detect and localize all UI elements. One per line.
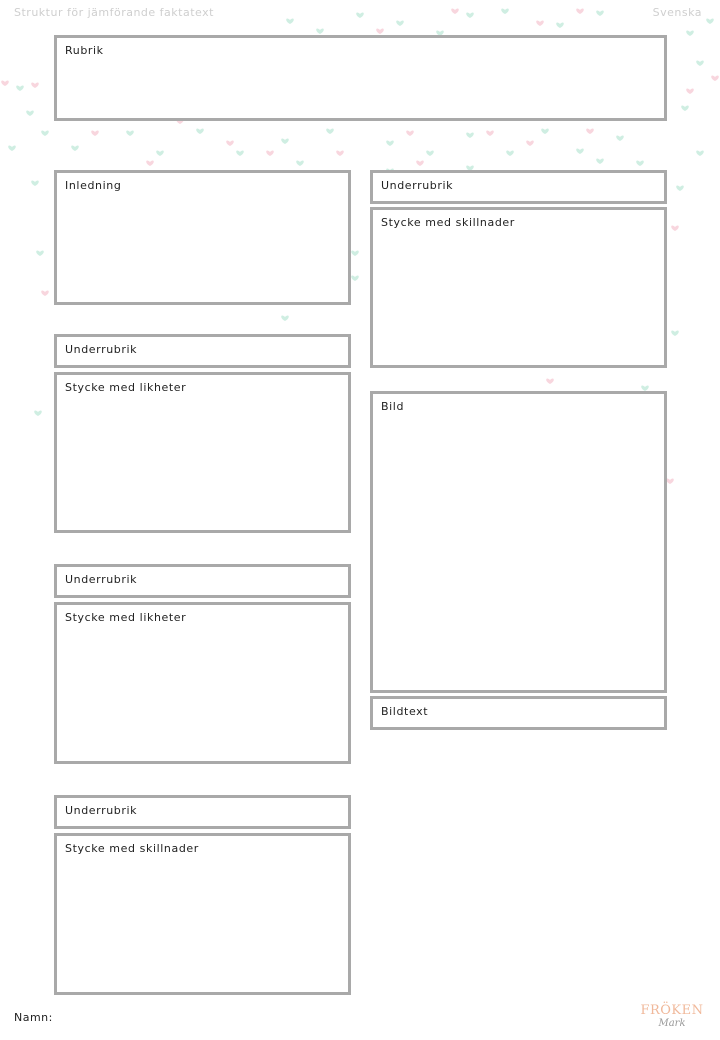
left-paragraph-1-label: Stycke med likheter bbox=[65, 381, 187, 394]
name-label: Namn: bbox=[14, 1011, 53, 1024]
left-subheading-3-label: Underrubrik bbox=[65, 804, 138, 817]
left-subheading-2-box[interactable] bbox=[54, 564, 351, 598]
left-paragraph-2-box[interactable] bbox=[54, 602, 351, 764]
subject-label: Svenska bbox=[652, 6, 702, 19]
inledning-box[interactable] bbox=[54, 170, 351, 305]
rubrik-label: Rubrik bbox=[65, 44, 104, 57]
rubrik-box[interactable] bbox=[54, 35, 667, 121]
image-caption-label: Bildtext bbox=[381, 705, 429, 718]
worksheet-title: Struktur för jämförande faktatext bbox=[14, 6, 214, 19]
left-subheading-2-label: Underrubrik bbox=[65, 573, 138, 586]
left-subheading-3-box[interactable] bbox=[54, 795, 351, 829]
right-subheading-1-box[interactable] bbox=[370, 170, 667, 204]
right-subheading-1-label: Underrubrik bbox=[381, 179, 454, 192]
right-paragraph-1-label: Stycke med skillnader bbox=[381, 216, 515, 229]
left-paragraph-1-box[interactable] bbox=[54, 372, 351, 533]
left-subheading-1-box[interactable] bbox=[54, 334, 351, 368]
inledning-label: Inledning bbox=[65, 179, 122, 192]
left-paragraph-3-box[interactable] bbox=[54, 833, 351, 995]
image-caption-box[interactable] bbox=[370, 696, 667, 730]
image-label: Bild bbox=[381, 400, 405, 413]
logo-line-2: Mark bbox=[658, 1018, 686, 1029]
right-paragraph-1-box[interactable] bbox=[370, 207, 667, 368]
image-box[interactable] bbox=[370, 391, 667, 693]
left-paragraph-3-label: Stycke med skillnader bbox=[65, 842, 199, 855]
logo-line-1: FRÖKEN bbox=[640, 1003, 704, 1018]
left-subheading-1-label: Underrubrik bbox=[65, 343, 138, 356]
left-paragraph-2-label: Stycke med likheter bbox=[65, 611, 187, 624]
brand-logo bbox=[636, 1004, 708, 1036]
